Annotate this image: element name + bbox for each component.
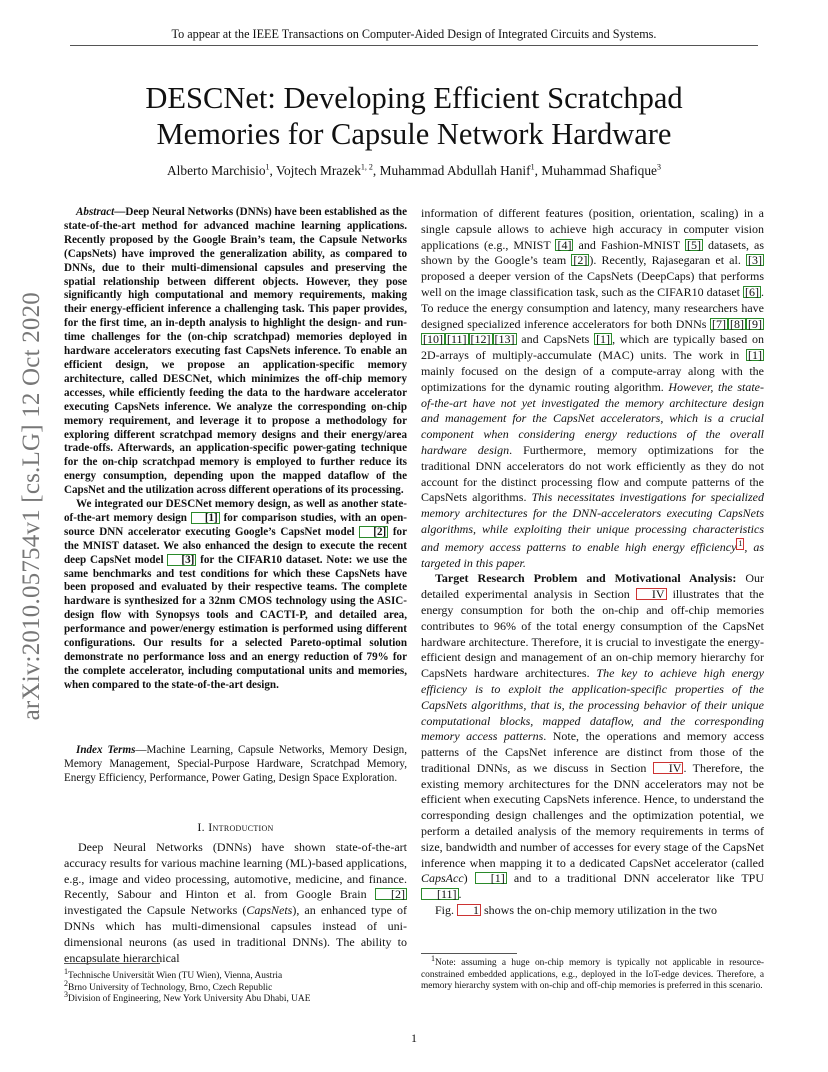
introduction-body [64,840,407,966]
figure-reference-paragraph: Fig. 1 shows the on-chip memory utilization in the two [435,903,717,918]
title-line-2: Memories for Capsule Network Hardware [156,117,672,151]
footnote-rule-right [421,953,517,954]
motivation-paragraph: Target Research Problem and Motivational Analysis: Our detailed experimental analysis in Section IV illustrates that the energy consumption for both the on-chip and off-chip memories contributes to 96% of the total energy consumption of the CapsNet hardware architecture. Therefore, it is crucial to investigate the energy-efficient design and management of an on-chip memory hierarchy for CapsNets hardware architectures. The key to achieve high energy efficiency is to exploit the application-specific properties of the CapsNets algorithms, that is, the processing behavior of their unique computational blocks, mapped dataflow, and the corresponding memory access patterns. Note, the operations and memory access patterns of the CapsNet inference are distinct from those of the traditional DNNs, as we discuss in Section IV . Therefore, the existing memory architectures for the DNN accelerators may not be efficient when executing CapsNets inference. Hence, to understand the corresponding design challenges and the optimization potential, we perform a detailed analysis of the memory requirements in terms of size, bandwidth and number of accesses for every stage of the CapsNet inference when mapping it to a dedicated CapsNet accelerator (called CapsAcc) [1] and to a traditional DNN accelerator like TPU [11] . [421,571,764,902]
citation-link[interactable]: [13] [494,332,515,347]
paper-title [100,80,728,152]
abstract-label: Abstract [76,206,115,218]
citation-link[interactable]: [2] [573,253,588,268]
author-name: Alberto Marchisio [167,163,266,178]
footnote-link[interactable]: 1 [738,538,743,548]
citation-link[interactable]: [1] [475,872,507,884]
author-list: Alberto Marchisio$^1$, Vojtech Mrazek$^{1, 2}$, Muhammad Abdullah Hanif$^1$, Muhammad Shafique$^3$ [167,162,661,178]
affiliation-mark: 1, 2 [360,162,373,172]
author-name: Vojtech Mrazek [276,163,361,178]
footnote-rule-left [64,963,160,964]
citation-link[interactable]: [2] [375,888,407,900]
citation-link[interactable]: [8] [730,316,744,331]
citation-link[interactable]: [6] [745,284,759,299]
citation-link[interactable]: [11] [421,888,459,900]
citation-link[interactable]: [1] [596,332,611,347]
citation-link[interactable]: [3] [748,253,762,268]
running-header: To appear at the IEEE Transactions on Computer-Aided Design of Integrated Circuits and Systems. [171,27,657,41]
affiliation-footnote: $^2$Brno University of Technology, Brno, Czech Republic [64,978,273,993]
affiliation-footnote: $^1$Technische Universität Wien (TU Wien), Vienna, Austria [64,966,283,981]
affiliation-mark: 3 [657,162,661,172]
index-terms: Index Terms—Machine Learning, Capsule Networks, Memory Design, Memory Management, Special-Purpose Hardware, Scratchpad Memory, Energy Efficiency, Performance, Power Gating, Design Space Exploration. [64,744,407,784]
section-heading-introduction: I. Introduction [197,820,274,834]
affiliation-mark: 1 [530,162,535,172]
affiliation-mark: 1 [265,162,270,172]
abstract-paragraph-1: Abstract—Deep Neural Networks (DNNs) have been established as the state-of-the-art method for advanced machine learning applications. Recently proposed by the Google Brain’s team, the Capsule Networks (CapsNets) have improved the generalization ability, as compared to DNNs, due to their multi-dimensional capsules and preserving the spatial relationship between different objects. However, they pose significantly high computational and memory requirements, making their energy-efficient inference a challenging task. This paper provides, for the first time, an in-depth analysis to highlight the design- and run-time challenges for the (on-chip scratchpad) memories deployed in hardware accelerators executing fast CapsNets inference. To enable an efficient design, we propose an application-specific memory architecture, called DESCNet, which minimizes the off-chip memory accesses, while efficiently feeding the data to the hardware accelerator executing CapsNets inference. We analyze the corresponding on-chip memory requirement, and leverage it to propose a methodology for exploring different scratchpad memory designs and their energy/area trade-offs. Afterwards, an application-specific power-gating technique for the on-chip scratchpad memory is employed to further reduce its energy consumption, depending upon the mapped dataflow of the CapsNet and the utilization across different operations of its processing. [64,206,407,497]
figure-link[interactable]: 1 [457,904,481,916]
index-terms-label: Index Terms [76,744,136,756]
abstract [64,206,407,693]
citation-link[interactable]: [4] [557,237,572,252]
affiliation-footnote: $^3$Division of Engineering, New York University Abu Dhabi, UAE [64,989,311,1004]
section-link[interactable]: IV [636,588,667,600]
arxiv-stamp: arXiv:2010.05754v1 [cs.LG] 12 Oct 2020 [18,292,45,721]
title-line-1: DESCNet: Developing Efficient Scratchpad [145,81,683,115]
right-column-body [421,206,764,919]
citation-link[interactable]: [5] [686,237,701,252]
citation-link[interactable]: [3] [167,554,196,566]
citation-link[interactable]: [10] [423,332,443,347]
affiliations-footnotes [64,966,407,1006]
section-link[interactable]: IV [653,762,684,774]
author-name: Muhammad Abdullah Hanif [379,163,531,178]
citation-link[interactable]: [7] [712,316,726,331]
citation-link[interactable]: [9] [748,316,762,331]
abstract-paragraph-2: We integrated our DESCNet memory design, as well as another state-of-the-art memory design [1] for comparison studies, with an open-source DNN accelerator executing Google’s CapsNet model [2] for the MNIST dataset. We also enhanced the design to execute the recent deep CapsNet model [3] for the CIFAR10 dataset. Note: we use the same benchmarks and test conditions for which these CapsNets have been proposed and evaluated by their respective teams. The complete hardware is synthesized for a 32nm CMOS technology using the ASIC-design flow with Synopsys tools and CACTI-P, and detailed area, performance and power/energy estimation is performed using different configurations. Our results for a selected Pareto-optimal solution demonstrate no performance loss and an energy reduction of 79% for the complete accelerator, including computational units and memories, when compared to the state-of-the-art design. [64,498,407,691]
page-number: 1 [411,1031,417,1045]
citation-link[interactable]: [2] [359,526,388,538]
author-name: Muhammad Shafique [541,163,657,178]
citation-link[interactable]: [11] [447,332,467,347]
footnote-1: $^1$Note: assuming a huge on-chip memory is typically not applicable in resource-constrained embedded applications, e.g., deployed in the IoT-edge devices. Therefore, a memory hierarchy system with on-chip and off-chip memories is preferred in this scenario. [421,953,764,991]
citation-link[interactable]: [1] [748,348,762,363]
citation-link[interactable]: [1] [191,512,220,524]
intro-continued-paragraph: information of different features (position, orientation, scaling) in a single capsule allows to achieve high accuracy in computer vision applications (e.g., MNIST [4] and Fashion-MNIST [5] datasets, as shown by the Google’s team [2] ). Recently, Rajasegaran et al. [3] proposed a deeper version of the CapsNets (DeepCaps) that performs well on the image classification task, such as the CIFAR10 dataset [6] . To reduce the energy consumption and latency, many researchers have designed specialized inference accelerators for both DNNs [7] [8] [9][10] [11] [12] [13] and CapsNets [1] , which are typically based on 2D-arrays of multiply-accumulate (MAC) units. The work in [1] mainly focused on the design of a compute-array along with the optimizations for the dynamic routing algorithm. However, the state-of-the-art have not yet investigated the memory architecture design and management for the CapsNet accelerators, which is a crucial component when considering energy reductions of the overall hardware design. Furthermore, memory optimizations for the traditional DNN accelerators do not work efficiently as they do not account for the distinct processing flow and compute patterns of the CapsNets algorithms. This necessitates investigations for specialized memory architectures for the DNN-accelerators executing CapsNets algorithms, while exploiting their unique processing characteristics and memory access patterns to enable high energy efficiency $^1$ , as targeted in this paper. [421,206,765,570]
intro-paragraph: Deep Neural Networks (DNNs) have shown state-of-the-art accuracy results for various machine learning (ML)-based applications, e.g., image and video processing, automotive, medicine, and finance. Recently, Sabour and Hinton et al. from Google Brain [2] investigated the Capsule Networks (CapsNets), an enhanced type of DNNs which has multi-dimensional capsules instead of uni-dimensional neurons (as used in traditional DNNs). The ability to encapsulate hierarchical [64,840,407,965]
paragraph-lead: Target Research Problem and Motivational Analysis: [435,571,737,586]
header-rule [70,45,758,46]
citation-link[interactable]: [12] [470,332,491,347]
